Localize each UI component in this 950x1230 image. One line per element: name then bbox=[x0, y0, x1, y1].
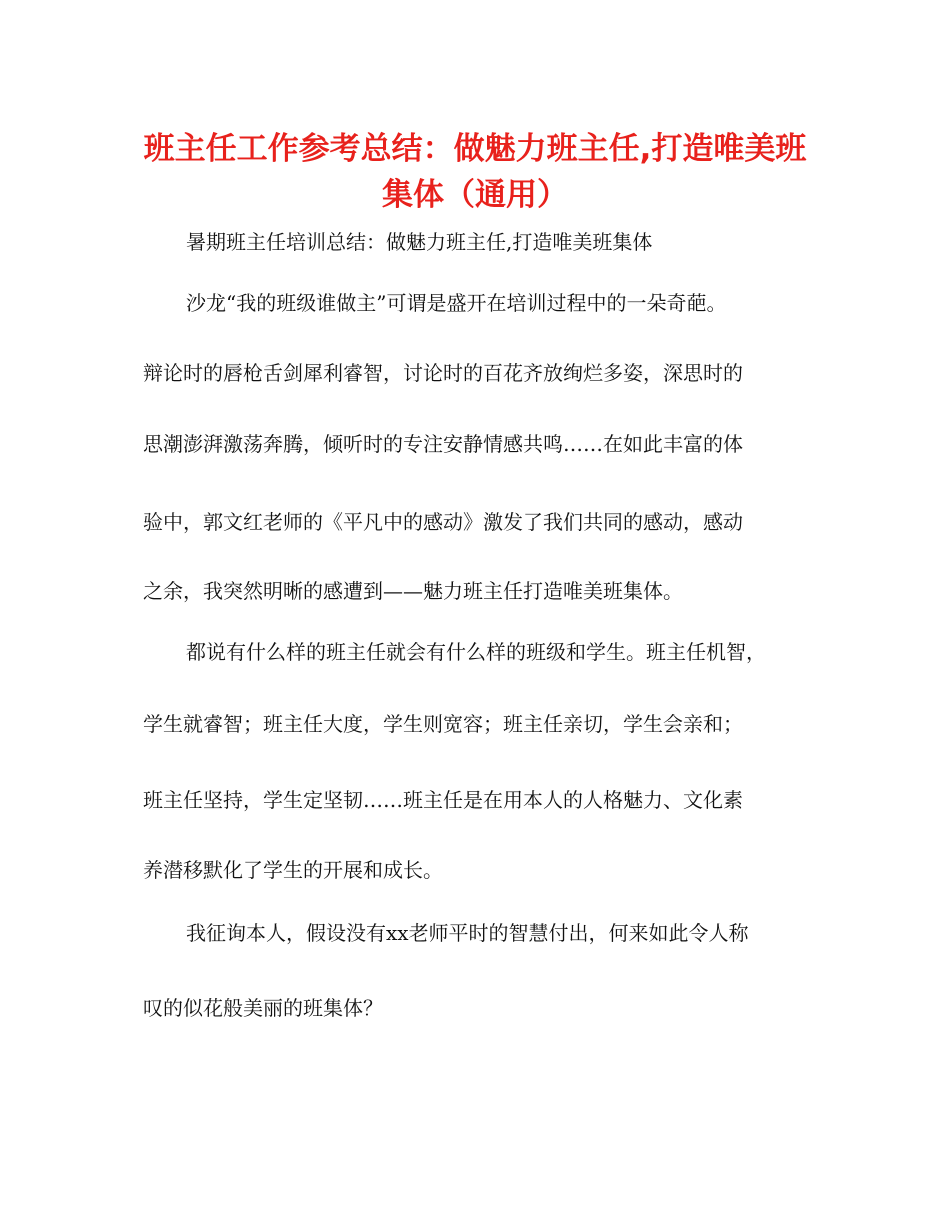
paragraph-1-line-3: 思潮澎湃激荡奔腾，倾听时的专注安静情感共鸣……在如此丰富的体 bbox=[143, 432, 743, 456]
paragraph-2-line-3: 班主任坚持，学生定坚韧……班主任是在用本人的人格魅力、文化素 bbox=[143, 788, 743, 812]
paragraph-3-line-2: 叹的似花般美丽的班集体？ bbox=[143, 996, 383, 1020]
paragraph-1-line-1: 沙龙“我的班级谁做主”可谓是盛开在培训过程中的一朵奇葩。 bbox=[186, 291, 727, 315]
paragraph-3-line-1: 我征询本人，假设没有xx老师平时的智慧付出，何来如此令人称 bbox=[186, 921, 749, 945]
paragraph-2-line-4: 养潜移默化了学生的开展和成长。 bbox=[143, 858, 443, 882]
paragraph-1-line-4: 验中，郭文红老师的《平凡中的感动》激发了我们共同的感动，感动 bbox=[143, 510, 743, 534]
paragraph-1-line-5: 之余，我突然明晰的感遭到——魅力班主任打造唯美班集体。 bbox=[143, 579, 683, 603]
paragraph-2-line-1: 都说有什么样的班主任就会有什么样的班级和学生。班主任机智， bbox=[186, 640, 766, 664]
paragraph-1-line-2: 辩论时的唇枪舌剑犀利睿智，讨论时的百花齐放绚烂多姿，深思时的 bbox=[143, 361, 743, 385]
document-title-line-1: 班主任工作参考总结：做魅力班主任,打造唯美班 bbox=[143, 131, 807, 167]
paragraph-2-line-2: 学生就睿智；班主任大度，学生则宽容；班主任亲切，学生会亲和； bbox=[143, 712, 743, 736]
subtitle-line: 暑期班主任培训总结：做魅力班主任,打造唯美班集体 bbox=[186, 230, 653, 254]
document-title-line-2: 集体（通用） bbox=[382, 177, 568, 213]
